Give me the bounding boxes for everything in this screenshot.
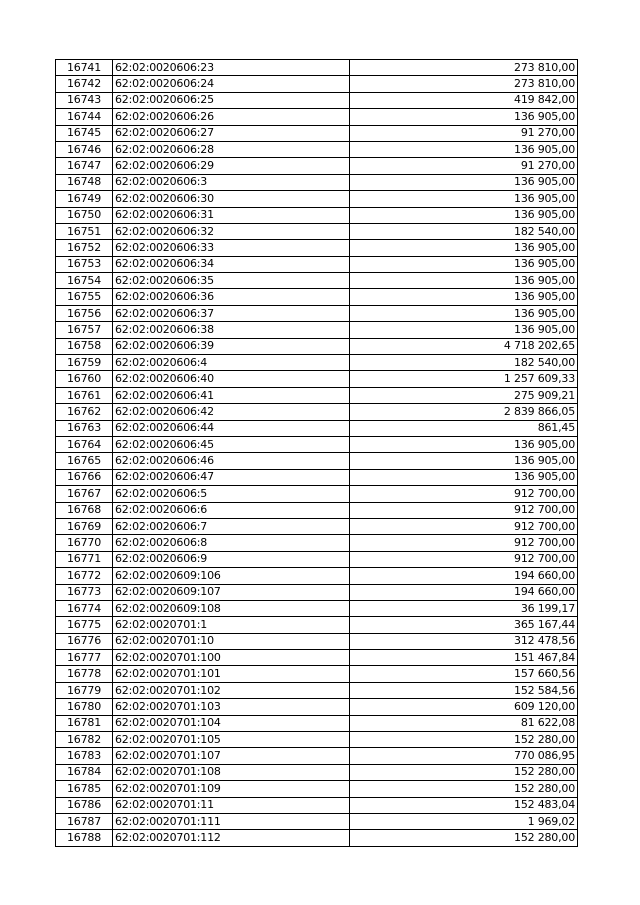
row-number: 16777 [56, 650, 113, 666]
cadastral-value: 770 086,95 [350, 748, 578, 764]
table-row [56, 158, 578, 174]
row-number: 16768 [56, 502, 113, 518]
cadastral-value: 152 280,00 [350, 764, 578, 780]
cadastral-number: 62:02:0020701:104 [113, 715, 350, 731]
table-row [56, 551, 578, 567]
row-number: 16766 [56, 469, 113, 485]
table-row [56, 338, 578, 354]
row-number: 16757 [56, 322, 113, 338]
cadastral-value: 609 120,00 [350, 699, 578, 715]
table-row [56, 469, 578, 485]
row-number: 16786 [56, 797, 113, 813]
cadastral-value: 152 280,00 [350, 830, 578, 846]
cadastral-number: 62:02:0020701:10 [113, 633, 350, 649]
cadastral-value: 365 167,44 [350, 617, 578, 633]
cadastral-value: 136 905,00 [350, 174, 578, 190]
cadastral-value: 152 280,00 [350, 781, 578, 797]
cadastral-value: 136 905,00 [350, 305, 578, 321]
row-number: 16751 [56, 223, 113, 239]
table-row [56, 322, 578, 338]
cadastral-value: 91 270,00 [350, 158, 578, 174]
cadastral-value: 136 905,00 [350, 469, 578, 485]
row-number: 16784 [56, 764, 113, 780]
row-number: 16749 [56, 191, 113, 207]
table-row [56, 748, 578, 764]
cadastral-number: 62:02:0020606:41 [113, 387, 350, 403]
table-row [56, 387, 578, 403]
cadastral-number: 62:02:0020606:6 [113, 502, 350, 518]
row-number: 16780 [56, 699, 113, 715]
cadastral-number: 62:02:0020606:29 [113, 158, 350, 174]
table-row [56, 355, 578, 371]
table-row [56, 518, 578, 534]
table-row [56, 125, 578, 141]
cadastral-number: 62:02:0020606:27 [113, 125, 350, 141]
table-row [56, 141, 578, 157]
cadastral-number: 62:02:0020606:3 [113, 174, 350, 190]
table-row [56, 584, 578, 600]
table-row [56, 273, 578, 289]
table-row [56, 715, 578, 731]
table-row [56, 568, 578, 584]
row-number: 16742 [56, 76, 113, 92]
cadastral-value: 194 660,00 [350, 568, 578, 584]
cadastral-number: 62:02:0020606:31 [113, 207, 350, 223]
row-number: 16748 [56, 174, 113, 190]
cadastral-number: 62:02:0020606:37 [113, 305, 350, 321]
cadastral-value: 912 700,00 [350, 551, 578, 567]
table-row [56, 600, 578, 616]
row-number: 16778 [56, 666, 113, 682]
cadastral-value: 136 905,00 [350, 436, 578, 452]
cadastral-number: 62:02:0020609:106 [113, 568, 350, 584]
cadastral-number: 62:02:0020606:9 [113, 551, 350, 567]
table-row [56, 371, 578, 387]
cadastral-number: 62:02:0020701:102 [113, 682, 350, 698]
table-row [56, 797, 578, 813]
row-number: 16760 [56, 371, 113, 387]
cadastral-number: 62:02:0020606:36 [113, 289, 350, 305]
row-number: 16767 [56, 486, 113, 502]
cadastral-number: 62:02:0020606:33 [113, 240, 350, 256]
cadastral-number: 62:02:0020701:105 [113, 732, 350, 748]
cadastral-number: 62:02:0020606:45 [113, 436, 350, 452]
row-number: 16774 [56, 600, 113, 616]
cadastral-value: 136 905,00 [350, 453, 578, 469]
row-number: 16782 [56, 732, 113, 748]
table-row [56, 109, 578, 125]
cadastral-number: 62:02:0020701:107 [113, 748, 350, 764]
table-row [56, 781, 578, 797]
cadastral-number: 62:02:0020606:7 [113, 518, 350, 534]
cadastral-number: 62:02:0020701:11 [113, 797, 350, 813]
table-row [56, 633, 578, 649]
cadastral-number: 62:02:0020606:34 [113, 256, 350, 272]
table-body [56, 60, 578, 847]
cadastral-value: 81 622,08 [350, 715, 578, 731]
row-number: 16764 [56, 436, 113, 452]
row-number: 16750 [56, 207, 113, 223]
cadastral-value: 136 905,00 [350, 322, 578, 338]
cadastral-value: 136 905,00 [350, 240, 578, 256]
cadastral-number: 62:02:0020606:44 [113, 420, 350, 436]
cadastral-value: 273 810,00 [350, 76, 578, 92]
cadastral-number: 62:02:0020606:25 [113, 92, 350, 108]
cadastral-number: 62:02:0020701:111 [113, 813, 350, 829]
table-row [56, 76, 578, 92]
row-number: 16773 [56, 584, 113, 600]
cadastral-number: 62:02:0020701:108 [113, 764, 350, 780]
cadastral-value: 182 540,00 [350, 223, 578, 239]
table-row [56, 436, 578, 452]
cadastral-number: 62:02:0020609:108 [113, 600, 350, 616]
row-number: 16758 [56, 338, 113, 354]
cadastral-value: 136 905,00 [350, 273, 578, 289]
cadastral-number: 62:02:0020606:39 [113, 338, 350, 354]
row-number: 16776 [56, 633, 113, 649]
cadastral-value-table [55, 59, 578, 847]
cadastral-number: 62:02:0020606:35 [113, 273, 350, 289]
table-row [56, 240, 578, 256]
cadastral-number: 62:02:0020606:40 [113, 371, 350, 387]
cadastral-value: 912 700,00 [350, 486, 578, 502]
row-number: 16772 [56, 568, 113, 584]
row-number: 16785 [56, 781, 113, 797]
table-row [56, 666, 578, 682]
cadastral-number: 62:02:0020606:38 [113, 322, 350, 338]
cadastral-value: 1 969,02 [350, 813, 578, 829]
cadastral-number: 62:02:0020701:112 [113, 830, 350, 846]
row-number: 16745 [56, 125, 113, 141]
cadastral-number: 62:02:0020701:101 [113, 666, 350, 682]
cadastral-number: 62:02:0020606:24 [113, 76, 350, 92]
row-number: 16753 [56, 256, 113, 272]
table-row [56, 732, 578, 748]
table-row [56, 650, 578, 666]
cadastral-value: 312 478,56 [350, 633, 578, 649]
table-row [56, 305, 578, 321]
table-row [56, 535, 578, 551]
cadastral-value: 136 905,00 [350, 109, 578, 125]
cadastral-number: 62:02:0020606:5 [113, 486, 350, 502]
row-number: 16770 [56, 535, 113, 551]
row-number: 16765 [56, 453, 113, 469]
cadastral-number: 62:02:0020606:26 [113, 109, 350, 125]
row-number: 16756 [56, 305, 113, 321]
table-row [56, 830, 578, 846]
table-row [56, 617, 578, 633]
cadastral-number: 62:02:0020606:30 [113, 191, 350, 207]
cadastral-value: 152 483,04 [350, 797, 578, 813]
table-row [56, 60, 578, 76]
cadastral-number: 62:02:0020701:100 [113, 650, 350, 666]
cadastral-number: 62:02:0020606:8 [113, 535, 350, 551]
row-number: 16762 [56, 404, 113, 420]
row-number: 16781 [56, 715, 113, 731]
cadastral-value: 275 909,21 [350, 387, 578, 403]
cadastral-value: 151 467,84 [350, 650, 578, 666]
cadastral-value: 912 700,00 [350, 518, 578, 534]
row-number: 16759 [56, 355, 113, 371]
cadastral-value: 91 270,00 [350, 125, 578, 141]
table-row [56, 223, 578, 239]
row-number: 16752 [56, 240, 113, 256]
table-row [56, 92, 578, 108]
row-number: 16743 [56, 92, 113, 108]
row-number: 16746 [56, 141, 113, 157]
cadastral-value: 136 905,00 [350, 256, 578, 272]
table-row [56, 289, 578, 305]
cadastral-value: 157 660,56 [350, 666, 578, 682]
cadastral-value: 136 905,00 [350, 191, 578, 207]
cadastral-number: 62:02:0020606:4 [113, 355, 350, 371]
row-number: 16761 [56, 387, 113, 403]
row-number: 16755 [56, 289, 113, 305]
table-row [56, 420, 578, 436]
row-number: 16787 [56, 813, 113, 829]
cadastral-value: 152 584,56 [350, 682, 578, 698]
cadastral-number: 62:02:0020606:23 [113, 60, 350, 76]
cadastral-number: 62:02:0020606:32 [113, 223, 350, 239]
cadastral-number: 62:02:0020701:1 [113, 617, 350, 633]
cadastral-number: 62:02:0020606:46 [113, 453, 350, 469]
table-row [56, 682, 578, 698]
row-number: 16747 [56, 158, 113, 174]
cadastral-value: 273 810,00 [350, 60, 578, 76]
cadastral-number: 62:02:0020701:103 [113, 699, 350, 715]
cadastral-number: 62:02:0020701:109 [113, 781, 350, 797]
cadastral-value: 1 257 609,33 [350, 371, 578, 387]
cadastral-number: 62:02:0020606:42 [113, 404, 350, 420]
table-row [56, 813, 578, 829]
cadastral-value: 194 660,00 [350, 584, 578, 600]
cadastral-value: 136 905,00 [350, 289, 578, 305]
cadastral-number: 62:02:0020606:47 [113, 469, 350, 485]
table-row [56, 174, 578, 190]
cadastral-value: 912 700,00 [350, 502, 578, 518]
row-number: 16754 [56, 273, 113, 289]
row-number: 16741 [56, 60, 113, 76]
row-number: 16775 [56, 617, 113, 633]
row-number: 16771 [56, 551, 113, 567]
row-number: 16788 [56, 830, 113, 846]
row-number: 16769 [56, 518, 113, 534]
table-row [56, 699, 578, 715]
table-row [56, 256, 578, 272]
table-row [56, 453, 578, 469]
table-row [56, 191, 578, 207]
cadastral-value: 136 905,00 [350, 207, 578, 223]
cadastral-value: 2 839 866,05 [350, 404, 578, 420]
table-row [56, 764, 578, 780]
cadastral-value: 36 199,17 [350, 600, 578, 616]
cadastral-value: 4 718 202,65 [350, 338, 578, 354]
row-number: 16744 [56, 109, 113, 125]
table-row [56, 486, 578, 502]
cadastral-value: 912 700,00 [350, 535, 578, 551]
table-row [56, 502, 578, 518]
cadastral-value: 861,45 [350, 420, 578, 436]
table-row [56, 404, 578, 420]
cadastral-number: 62:02:0020609:107 [113, 584, 350, 600]
cadastral-value: 419 842,00 [350, 92, 578, 108]
cadastral-value: 182 540,00 [350, 355, 578, 371]
table-row [56, 207, 578, 223]
row-number: 16783 [56, 748, 113, 764]
cadastral-value: 152 280,00 [350, 732, 578, 748]
cadastral-value: 136 905,00 [350, 141, 578, 157]
row-number: 16763 [56, 420, 113, 436]
row-number: 16779 [56, 682, 113, 698]
cadastral-number: 62:02:0020606:28 [113, 141, 350, 157]
